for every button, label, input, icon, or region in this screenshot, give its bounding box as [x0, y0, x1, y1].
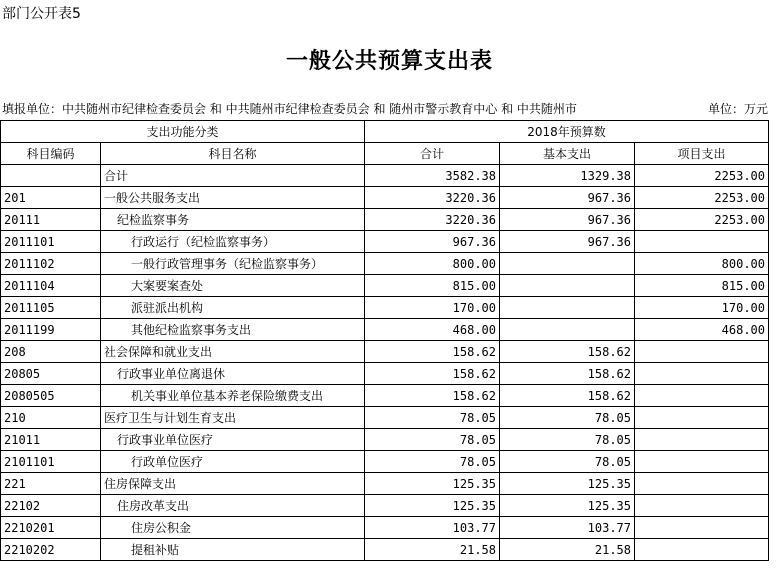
filing-unit-line: [2, 100, 770, 117]
cell-code: 22102: [1, 495, 101, 517]
cell-name: 社会保障和就业支出: [101, 341, 365, 363]
cell-name: 提租补贴: [101, 539, 365, 561]
cell-total: 158.62: [365, 341, 500, 363]
cell-project: 800.00: [635, 253, 769, 275]
table-row: [1, 517, 769, 539]
cell-code: 221: [1, 473, 101, 495]
table-row: [1, 451, 769, 473]
cell-total: 78.05: [365, 429, 500, 451]
table-row: [1, 253, 769, 275]
cell-code: 21011: [1, 429, 101, 451]
cell-basic: 1329.38: [500, 165, 635, 187]
cell-project: [635, 473, 769, 495]
cell-total: 78.05: [365, 451, 500, 473]
table-row: [1, 209, 769, 231]
cell-code: 2011104: [1, 275, 101, 297]
cell-total: 967.36: [365, 231, 500, 253]
cell-project: 2253.00: [635, 165, 769, 187]
cell-total: 158.62: [365, 385, 500, 407]
cell-total: 78.05: [365, 407, 500, 429]
cell-name: 其他纪检监察事务支出: [101, 319, 365, 341]
table-row: [1, 539, 769, 561]
cell-name: 派驻派出机构: [101, 297, 365, 319]
cell-project: [635, 451, 769, 473]
cell-total: 125.35: [365, 473, 500, 495]
header-budget-year: 2018年预算数: [365, 121, 769, 143]
table-row: [1, 429, 769, 451]
header-name: 科目名称: [101, 143, 365, 165]
cell-code: 201: [1, 187, 101, 209]
cell-project: 815.00: [635, 275, 769, 297]
cell-project: [635, 495, 769, 517]
cell-code: 2210202: [1, 539, 101, 561]
table-row: [1, 407, 769, 429]
table-row: [1, 341, 769, 363]
cell-basic: [500, 319, 635, 341]
header-func-class: 支出功能分类: [1, 121, 365, 143]
document-code: 部门公开表5: [2, 6, 81, 22]
cell-code: 20111: [1, 209, 101, 231]
cell-basic: 125.35: [500, 473, 635, 495]
cell-total: 468.00: [365, 319, 500, 341]
cell-basic: [500, 275, 635, 297]
cell-name: 行政运行（纪检监察事务）: [101, 231, 365, 253]
table-row: [1, 187, 769, 209]
header-row-top: [1, 121, 769, 143]
cell-code: [1, 165, 101, 187]
cell-name: 纪检监察事务: [101, 209, 365, 231]
cell-project: [635, 385, 769, 407]
cell-code: 210: [1, 407, 101, 429]
cell-project: [635, 429, 769, 451]
cell-name: 行政单位医疗: [101, 451, 365, 473]
cell-project: [635, 231, 769, 253]
cell-name: 住房改革支出: [101, 495, 365, 517]
cell-basic: 78.05: [500, 407, 635, 429]
cell-name: 一般行政管理事务（纪检监察事务）: [101, 253, 365, 275]
table-row: [1, 319, 769, 341]
cell-name: 行政事业单位离退休: [101, 363, 365, 385]
cell-basic: 967.36: [500, 209, 635, 231]
cell-total: 3220.36: [365, 209, 500, 231]
cell-basic: 78.05: [500, 451, 635, 473]
cell-basic: 158.62: [500, 385, 635, 407]
table-row: [1, 165, 769, 187]
header-code: 科目编码: [1, 143, 101, 165]
cell-total: 158.62: [365, 363, 500, 385]
filing-unit: 填报单位：中共随州市纪律检查委员会 和 中共随州市纪律检查委员会 和 随州市警示教育中心 和 中共随州市: [2, 102, 577, 116]
cell-total: 3582.38: [365, 165, 500, 187]
cell-basic: 158.62: [500, 363, 635, 385]
cell-code: 20805: [1, 363, 101, 385]
table-row: [1, 473, 769, 495]
header-basic: 基本支出: [500, 143, 635, 165]
cell-project: [635, 539, 769, 561]
cell-project: [635, 363, 769, 385]
cell-code: 2011199: [1, 319, 101, 341]
cell-name: 机关事业单位基本养老保险缴费支出: [101, 385, 365, 407]
cell-basic: [500, 297, 635, 319]
cell-basic: 967.36: [500, 187, 635, 209]
cell-total: 815.00: [365, 275, 500, 297]
cell-total: 170.00: [365, 297, 500, 319]
cell-name: 住房保障支出: [101, 473, 365, 495]
budget-table: [0, 120, 769, 561]
cell-basic: 967.36: [500, 231, 635, 253]
table-row: [1, 363, 769, 385]
header-total: 合计: [365, 143, 500, 165]
cell-code: 2210201: [1, 517, 101, 539]
cell-basic: 21.58: [500, 539, 635, 561]
table-row: [1, 385, 769, 407]
cell-name: 合计: [101, 165, 365, 187]
cell-name: 医疗卫生与计划生育支出: [101, 407, 365, 429]
page-title: 一般公共预算支出表: [285, 48, 493, 74]
cell-total: 21.58: [365, 539, 500, 561]
cell-total: 3220.36: [365, 187, 500, 209]
cell-total: 125.35: [365, 495, 500, 517]
cell-project: 2253.00: [635, 209, 769, 231]
cell-total: 103.77: [365, 517, 500, 539]
cell-project: [635, 517, 769, 539]
cell-name: 大案要案查处: [101, 275, 365, 297]
cell-name: 行政事业单位医疗: [101, 429, 365, 451]
cell-code: 2101101: [1, 451, 101, 473]
cell-project: [635, 407, 769, 429]
cell-name: 一般公共服务支出: [101, 187, 365, 209]
cell-basic: 78.05: [500, 429, 635, 451]
cell-basic: 158.62: [500, 341, 635, 363]
table-row: [1, 231, 769, 253]
cell-project: 2253.00: [635, 187, 769, 209]
cell-code: 2080505: [1, 385, 101, 407]
cell-code: 2011105: [1, 297, 101, 319]
table-row: [1, 297, 769, 319]
header-project: 项目支出: [635, 143, 769, 165]
cell-project: 468.00: [635, 319, 769, 341]
cell-project: [635, 341, 769, 363]
cell-basic: 103.77: [500, 517, 635, 539]
table-body: [1, 165, 769, 561]
table-row: [1, 495, 769, 517]
unit-label: 单位：万元: [702, 100, 768, 117]
cell-name: 住房公积金: [101, 517, 365, 539]
cell-basic: 125.35: [500, 495, 635, 517]
cell-basic: [500, 253, 635, 275]
cell-code: 208: [1, 341, 101, 363]
cell-code: 2011101: [1, 231, 101, 253]
cell-code: 2011102: [1, 253, 101, 275]
cell-project: 170.00: [635, 297, 769, 319]
cell-total: 800.00: [365, 253, 500, 275]
table-row: [1, 275, 769, 297]
header-row-columns: [1, 143, 769, 165]
